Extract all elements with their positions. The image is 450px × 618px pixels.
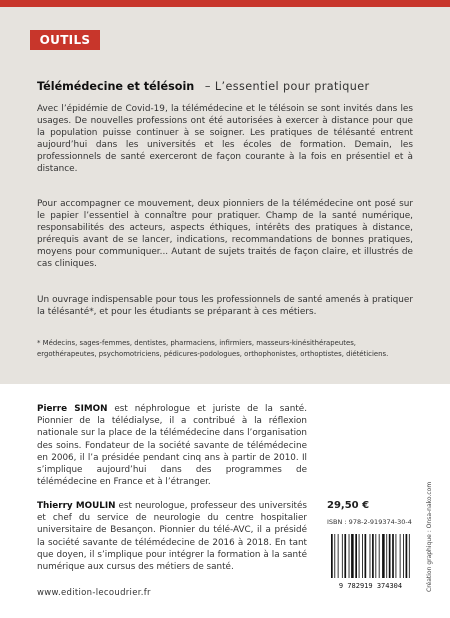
intro-paragraph-3: Un ouvrage indispensable pour tous les professionnels de santé amenés à pratiquer la télésanté*, et pour les étudiants se préparant à ces métiers. (37, 295, 413, 317)
design-credit: Création graphique : Onsa-nako.com (426, 481, 433, 592)
top-accent-bar (0, 0, 450, 7)
author-bio-simon (37, 403, 307, 488)
barcode (327, 532, 414, 590)
author-name: Thierry MOULIN (37, 501, 116, 511)
intro-paragraph-1: Avec l’épidémie de Covid-19, la télémédecine et le télésoin se sont invités dans les usages. De nouvelles professions ont été autorisées à exercer à distance pour que la population puisse continuer à se soigner. Les pratiques de télésanté entrent aujourd’hui dans les universités et les écoles de formation. Demain, les professionnels de santé exerceront de façon courante à la fois en présentiel et à distance. (37, 104, 413, 174)
book-title (37, 80, 370, 93)
author-bio-moulin (37, 500, 307, 573)
author-bio-text: est néphrologue et juriste de la santé. Pionnier de la télédialyse, il a contribué à la réflexion nationale sur la place de la télémédecine dans l’organisation des soins. Fondateur de la société savante de télémédecine en 2006, il l’a présidée pendant cinq ans à partir de 2010. Il s’implique aujourd’hui dans des programmes de télémédecine en France et à l’étranger. (37, 404, 307, 488)
author-bio-text: est neurologue, professeur des universités et chef du service de neurologie du centre hospitalier universitaire de Besançon. Pionnier du télé-AVC, il a présidé la société savante de télémédecine de 2016 à 2018. En tant que doyen, il s’implique pour intégrer la formation à la santé numérique aux cursus des métiers de santé. (37, 501, 307, 573)
title-main: Télémédecine et télésoin (37, 80, 195, 93)
isbn: ISBN : 978-2-919374-30-4 (327, 518, 412, 526)
barcode-digits: 9 782919 374304 (338, 582, 403, 590)
series-tag: OUTILS (30, 30, 100, 50)
publisher-website: www.edition-lecoudrier.fr (37, 588, 151, 598)
footnote: * Médecins, sages-femmes, dentistes, pharmaciens, infirmiers, masseurs-kinésithérapeutes, ergothérapeutes, psychomotriciens, pédicures-podologues, orthophonistes, orthoptistes, diététiciens. (37, 339, 389, 358)
title-subtitle: – L’essentiel pour pratiquer (204, 80, 370, 93)
intro-paragraph-2: Pour accompagner ce mouvement, deux pionniers de la télémédecine ont posé sur le papier l’essentiel à connaître pour pratiquer. Champ de la santé numérique, responsabilités des acteurs, aspects éthiques, intérêts des pratiques à distance, prérequis avant de se lancer, indications, recommandations de bonnes pratiques, moyens pour communiquer... Autant de sujets traités de façon claire, et illustrés de cas cliniques. (37, 199, 413, 269)
price: 29,50 € (327, 500, 370, 511)
author-name: Pierre SIMON (37, 404, 108, 414)
